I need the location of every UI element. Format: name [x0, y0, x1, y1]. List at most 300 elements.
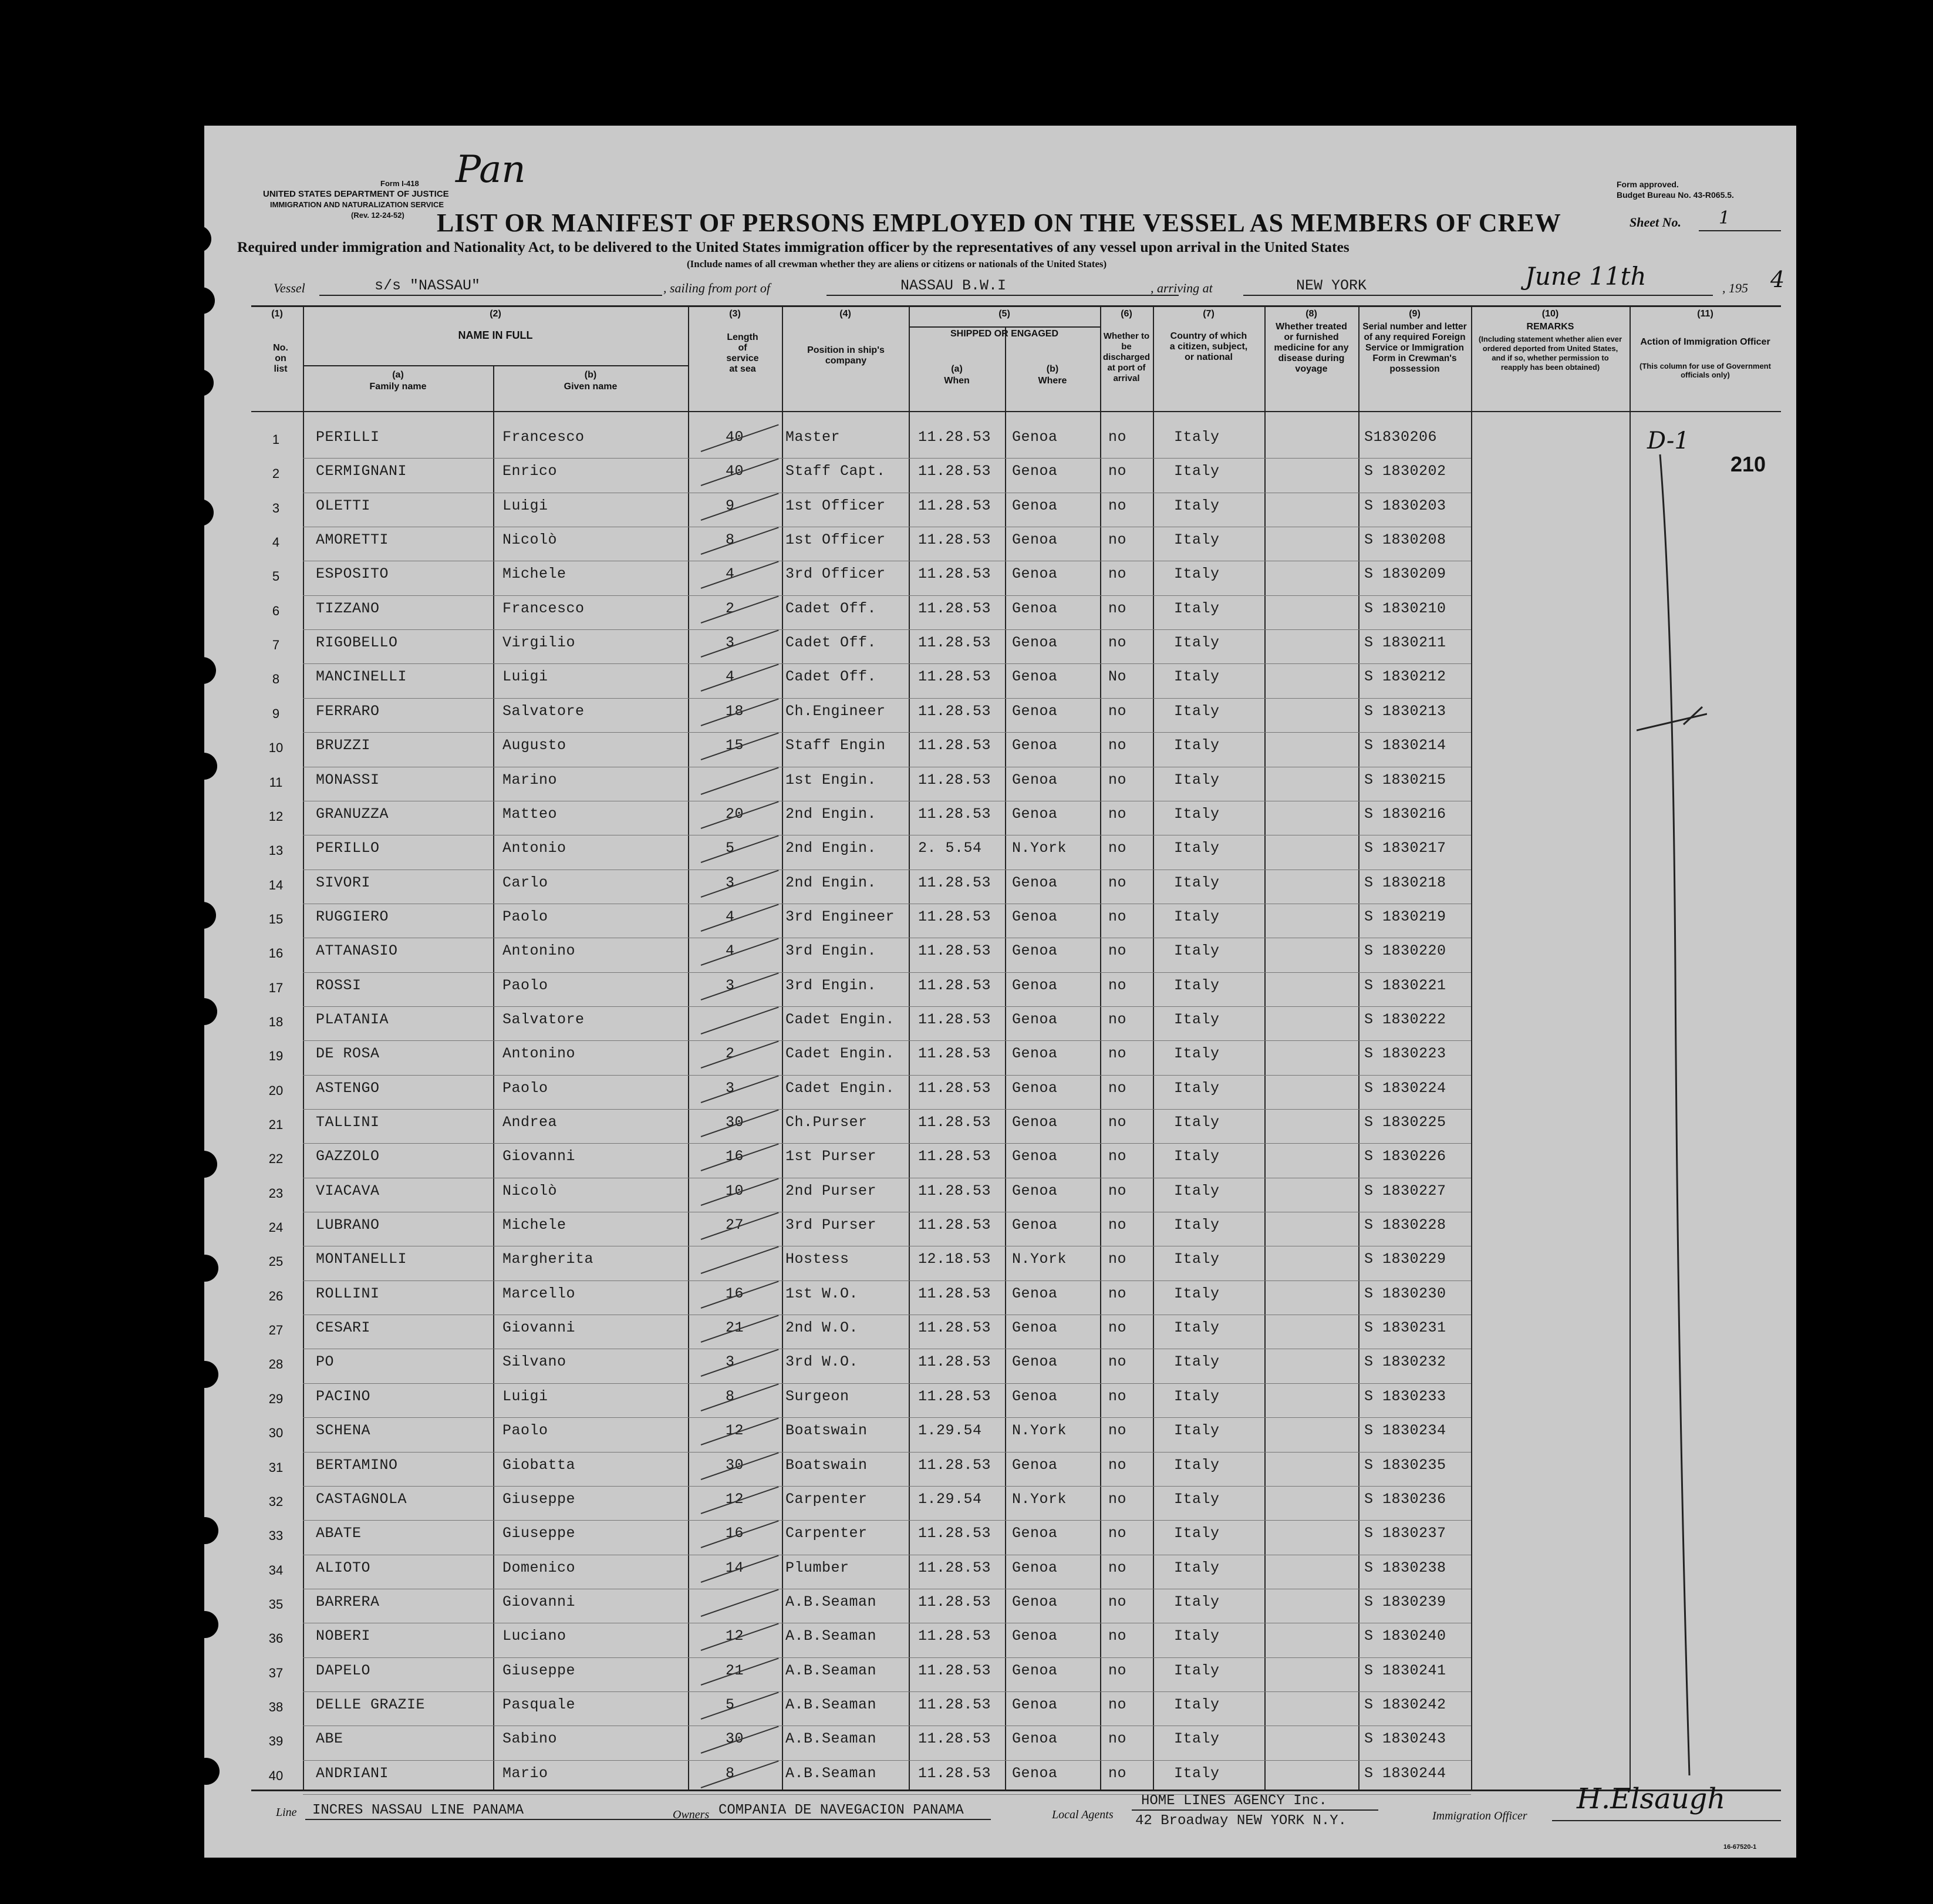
serial-number: S 1830241	[1364, 1662, 1446, 1679]
given-name: Enrico	[502, 463, 558, 480]
engaged-when: 11.28.53	[918, 1045, 991, 1063]
engaged-when: 11.28.53	[918, 1456, 991, 1474]
position: 2nd Engin.	[785, 840, 877, 857]
country: Italy	[1174, 1627, 1220, 1645]
engaged-where: Genoa	[1012, 1045, 1058, 1063]
serial-number: S 1830234	[1364, 1422, 1446, 1440]
officer-label: Immigration Officer	[1432, 1809, 1527, 1822]
engaged-where: Genoa	[1012, 1525, 1058, 1542]
position: 2nd Engin.	[785, 805, 877, 823]
agents-value-1: HOME LINES AGENCY Inc.	[1141, 1793, 1327, 1809]
col3-label: Length of service at sea	[726, 332, 759, 374]
family-name: PERILLI	[316, 429, 380, 446]
service-length: 21	[726, 1319, 744, 1337]
engaged-when: 11.28.53	[918, 531, 991, 549]
punch-hole	[193, 1758, 220, 1785]
punch-hole	[188, 287, 215, 314]
service-length: 40	[726, 429, 744, 446]
row-number: 29	[268, 1391, 284, 1406]
serial-number: S 1830232	[1364, 1353, 1446, 1371]
country: Italy	[1174, 1730, 1220, 1748]
row-number: 30	[268, 1426, 284, 1441]
service-length: 10	[726, 1182, 744, 1199]
row-number: 31	[268, 1460, 284, 1475]
engaged-where: Genoa	[1012, 599, 1058, 617]
row-number: 16	[268, 946, 284, 961]
action-bracket-line	[1637, 443, 1707, 1793]
check-mark	[701, 493, 779, 520]
given-name: Giuseppe	[502, 1525, 576, 1542]
country: Italy	[1174, 463, 1220, 480]
position: 3rd Engin.	[785, 942, 877, 960]
serial-number: S 1830218	[1364, 874, 1446, 891]
family-name: ABATE	[316, 1525, 362, 1542]
discharged: no	[1108, 737, 1127, 754]
given-name: Marcello	[502, 1285, 576, 1302]
col5a-letter: (a)	[951, 364, 963, 374]
engaged-when: 11.28.53	[918, 874, 991, 891]
page-title: LIST OR MANIFEST OF PERSONS EMPLOYED ON THE VESSEL AS MEMBERS OF CREW	[437, 208, 1561, 237]
family-name: ALIOTO	[316, 1559, 371, 1576]
given-name: Michele	[502, 565, 566, 583]
discharged: no	[1108, 1148, 1127, 1165]
row-number: 21	[268, 1117, 284, 1132]
line-value: INCRES NASSAU LINE PANAMA	[312, 1802, 524, 1818]
position: Master	[785, 429, 841, 446]
service-length: 8	[726, 1764, 735, 1782]
given-name: Francesco	[502, 429, 585, 446]
family-name: BERTAMINO	[316, 1456, 398, 1474]
position: Cadet Off.	[785, 668, 877, 686]
punch-hole	[187, 499, 214, 526]
serial-number: S 1830212	[1364, 668, 1446, 686]
row-number: 11	[269, 774, 283, 790]
discharged: no	[1108, 1010, 1127, 1028]
col2-num: (2)	[490, 309, 501, 319]
given-name: Sabino	[502, 1730, 558, 1748]
position: 3rd Officer	[785, 565, 886, 583]
position: Surgeon	[785, 1387, 849, 1405]
serial-number: S 1830221	[1364, 976, 1446, 994]
punch-hole	[191, 1517, 218, 1544]
row-number: 2	[272, 466, 280, 481]
given-name: Margherita	[502, 1251, 594, 1268]
given-name: Giovanni	[502, 1319, 576, 1337]
engaged-where: Genoa	[1012, 1353, 1058, 1371]
owners-value: COMPANIA DE NAVEGACION PANAMA	[718, 1802, 964, 1818]
sheet-number: 1	[1719, 208, 1730, 228]
family-name: CERMIGNANI	[316, 463, 407, 480]
given-name: Giuseppe	[502, 1490, 576, 1508]
family-name: ANDRIANI	[316, 1764, 389, 1782]
col10-note: (Including statement whether alien ever ordered deported from United States, and if so, whether permission to reapply has been obtained)	[1478, 335, 1622, 372]
given-name: Antonio	[502, 840, 566, 857]
officer-signature: H.Elsaugh	[1577, 1782, 1726, 1815]
service-length: 12	[726, 1627, 744, 1645]
position: Boatswain	[785, 1456, 868, 1474]
check-mark	[701, 1349, 779, 1377]
serial-number: S 1830210	[1364, 599, 1446, 617]
discharged: no	[1108, 1114, 1127, 1131]
position: Ch.Engineer	[785, 702, 886, 720]
check-mark	[701, 904, 779, 931]
given-name: Mario	[502, 1764, 548, 1782]
engaged-when: 11.28.53	[918, 1662, 991, 1679]
col3-num: (3)	[729, 309, 741, 319]
discharged: no	[1108, 1079, 1127, 1097]
family-name: RIGOBELLO	[316, 634, 398, 652]
engaged-when: 11.28.53	[918, 1559, 991, 1576]
row-number: 37	[268, 1665, 284, 1680]
check-mark	[701, 938, 779, 966]
country: Italy	[1174, 1079, 1220, 1097]
country: Italy	[1174, 840, 1220, 857]
service-length: 16	[726, 1148, 744, 1165]
col5a-label: When	[944, 376, 970, 386]
row-number: 15	[268, 911, 284, 926]
service-length: 30	[726, 1730, 744, 1748]
position: A.B.Seaman	[785, 1662, 877, 1679]
given-name: Andrea	[502, 1114, 558, 1131]
engaged-when: 11.28.53	[918, 1764, 991, 1782]
discharged: no	[1108, 805, 1127, 823]
service-length: 20	[726, 805, 744, 823]
discharged: no	[1108, 531, 1127, 549]
discharged: no	[1108, 463, 1127, 480]
col2b-letter: (b)	[584, 370, 597, 380]
row-number: 6	[272, 603, 280, 618]
serial-number: S 1830237	[1364, 1525, 1446, 1542]
country: Italy	[1174, 771, 1220, 788]
family-name: AMORETTI	[316, 531, 389, 549]
given-name: Salvatore	[502, 1010, 585, 1028]
engaged-where: Genoa	[1012, 702, 1058, 720]
country: Italy	[1174, 531, 1220, 549]
engaged-when: 11.28.53	[918, 1525, 991, 1542]
budget-bureau: Budget Bureau No. 43-R065.5.	[1617, 190, 1734, 200]
position: 1st Purser	[785, 1148, 877, 1165]
family-name: PO	[316, 1353, 335, 1371]
service-length: 3	[726, 634, 735, 652]
row-number: 25	[268, 1254, 284, 1269]
engaged-when: 11.28.53	[918, 805, 991, 823]
position: A.B.Seaman	[785, 1764, 877, 1782]
family-name: BRUZZI	[316, 737, 371, 754]
country: Italy	[1174, 737, 1220, 754]
engaged-when: 11.28.53	[918, 634, 991, 652]
discharged: no	[1108, 840, 1127, 857]
check-mark	[701, 630, 779, 658]
country: Italy	[1174, 1010, 1220, 1028]
engaged-where: Genoa	[1012, 908, 1058, 925]
serial-number: S 1830238	[1364, 1559, 1446, 1576]
col11-num: (11)	[1697, 309, 1713, 319]
given-name: Antonino	[502, 1045, 576, 1063]
position: Cadet Off.	[785, 634, 877, 652]
discharged: no	[1108, 702, 1127, 720]
serial-number: S 1830228	[1364, 1216, 1446, 1234]
arriving-port: NEW YORK	[1296, 277, 1367, 294]
service-length: 9	[726, 497, 735, 514]
given-name: Pasquale	[502, 1696, 576, 1713]
service-length: 5	[726, 840, 735, 857]
engaged-where: Genoa	[1012, 1319, 1058, 1337]
line-label: Line	[276, 1806, 297, 1819]
discharged: No	[1108, 668, 1127, 686]
serial-number: S 1830208	[1364, 531, 1446, 549]
row-number: 10	[268, 740, 284, 756]
given-name: Giovanni	[502, 1593, 576, 1610]
serial-number: S 1830225	[1364, 1114, 1446, 1131]
country: Italy	[1174, 1319, 1220, 1337]
serial-number: S 1830217	[1364, 840, 1446, 857]
check-mark	[701, 1006, 779, 1034]
position: Plumber	[785, 1559, 849, 1576]
family-name: DELLE GRAZIE	[316, 1696, 426, 1713]
check-mark	[701, 767, 779, 794]
engaged-where: Genoa	[1012, 1079, 1058, 1097]
service-length: 2	[726, 1045, 735, 1063]
row-number: 4	[272, 535, 280, 550]
row-number: 1	[272, 432, 280, 447]
check-mark	[701, 1691, 779, 1719]
col10-num: (10)	[1541, 309, 1559, 319]
family-name: MONASSI	[316, 771, 380, 788]
position: Ch.Purser	[785, 1114, 868, 1131]
engaged-where: Genoa	[1012, 668, 1058, 686]
discharged: no	[1108, 599, 1127, 617]
given-name: Carlo	[502, 874, 548, 891]
engaged-when: 12.18.53	[918, 1251, 991, 1268]
col8-num: (8)	[1305, 309, 1317, 319]
discharged: no	[1108, 634, 1127, 652]
country: Italy	[1174, 1490, 1220, 1508]
serial-number: S 1830236	[1364, 1490, 1446, 1508]
position: Cadet Off.	[785, 599, 877, 617]
given-name: Giovanni	[502, 1148, 576, 1165]
position: 1st Officer	[785, 531, 886, 549]
engaged-when: 11.28.53	[918, 908, 991, 925]
check-mark	[701, 561, 779, 589]
family-name: LUBRANO	[316, 1216, 380, 1234]
engaged-when: 11.28.53	[918, 429, 991, 446]
position: Boatswain	[785, 1422, 868, 1440]
row-number: 24	[268, 1220, 284, 1235]
engaged-where: Genoa	[1012, 737, 1058, 754]
position: 2nd Purser	[785, 1182, 877, 1199]
year-digit: 4	[1770, 267, 1785, 292]
row-number: 13	[268, 843, 284, 858]
engaged-where: Genoa	[1012, 1216, 1058, 1234]
family-name: SCHENA	[316, 1422, 371, 1440]
given-name: Giobatta	[502, 1456, 576, 1474]
discharged: no	[1108, 1251, 1127, 1268]
serial-number: S 1830229	[1364, 1251, 1446, 1268]
row-number: 14	[268, 877, 284, 892]
given-name: Nicolò	[502, 531, 558, 549]
given-name: Francesco	[502, 599, 585, 617]
row-number: 40	[268, 1768, 284, 1783]
position: Hostess	[785, 1251, 849, 1268]
family-name: BARRERA	[316, 1593, 380, 1610]
discharged: no	[1108, 1696, 1127, 1713]
service-length: 2	[726, 599, 735, 617]
check-mark	[701, 1041, 779, 1069]
engaged-where: Genoa	[1012, 1285, 1058, 1302]
engaged-where: Genoa	[1012, 531, 1058, 549]
serial-number: S 1830231	[1364, 1319, 1446, 1337]
family-name: PACINO	[316, 1387, 371, 1405]
discharged: no	[1108, 565, 1127, 583]
serial-number: S 1830240	[1364, 1627, 1446, 1645]
service-name: IMMIGRATION AND NATURALIZATION SERVICE	[270, 200, 444, 209]
country: Italy	[1174, 1696, 1220, 1713]
engaged-where: N.York	[1012, 1490, 1067, 1508]
punch-hole	[191, 1361, 218, 1388]
discharged: no	[1108, 1662, 1127, 1679]
given-name: Michele	[502, 1216, 566, 1234]
discharged: no	[1108, 1285, 1127, 1302]
discharged: no	[1108, 1045, 1127, 1063]
row-number: 39	[268, 1734, 284, 1749]
family-name: PLATANIA	[316, 1010, 389, 1028]
discharged: no	[1108, 1216, 1127, 1234]
position: A.B.Seaman	[785, 1696, 877, 1713]
engaged-when: 11.28.53	[918, 702, 991, 720]
action-code: D-1	[1647, 427, 1689, 454]
discharged: no	[1108, 1353, 1127, 1371]
engaged-when: 11.28.53	[918, 1730, 991, 1748]
family-name: ROLLINI	[316, 1285, 380, 1302]
service-length: 30	[726, 1456, 744, 1474]
given-name: Giuseppe	[502, 1662, 576, 1679]
col7-label: Country of which a citizen, subject, or national	[1169, 331, 1248, 362]
country: Italy	[1174, 1387, 1220, 1405]
position: 3rd Engin.	[785, 976, 877, 994]
engaged-where: Genoa	[1012, 463, 1058, 480]
row-number: 17	[268, 980, 284, 995]
print-code: 16-67520-1	[1723, 1844, 1757, 1851]
given-name: Nicolò	[502, 1182, 558, 1199]
serial-number: S 1830213	[1364, 702, 1446, 720]
position: 1st Officer	[785, 497, 886, 514]
engaged-where: Genoa	[1012, 1456, 1058, 1474]
punch-hole	[190, 998, 217, 1025]
row-number: 36	[268, 1631, 284, 1646]
punch-hole	[190, 753, 217, 780]
engaged-where: Genoa	[1012, 976, 1058, 994]
service-length: 4	[726, 565, 735, 583]
country: Italy	[1174, 1593, 1220, 1610]
col2a-letter: (a)	[392, 370, 404, 380]
discharged: no	[1108, 1490, 1127, 1508]
engaged-where: Genoa	[1012, 1730, 1058, 1748]
given-name: Luciano	[502, 1627, 566, 1645]
engaged-where: Genoa	[1012, 1387, 1058, 1405]
row-number: 18	[268, 1014, 284, 1029]
row-number: 3	[272, 500, 280, 515]
discharged: no	[1108, 497, 1127, 514]
discharged: no	[1108, 1627, 1127, 1645]
country: Italy	[1174, 1182, 1220, 1199]
punch-hole	[190, 1151, 217, 1178]
col11-note: (This column for use of Government officials only)	[1639, 362, 1771, 379]
family-name: ROSSI	[316, 976, 362, 994]
serial-number: S 1830211	[1364, 634, 1446, 652]
col9-num: (9)	[1409, 309, 1421, 319]
check-mark	[701, 1246, 779, 1274]
check-mark	[701, 972, 779, 1000]
engaged-when: 11.28.53	[918, 463, 991, 480]
country: Italy	[1174, 599, 1220, 617]
check-mark	[701, 1383, 779, 1411]
engaged-where: Genoa	[1012, 1148, 1058, 1165]
check-mark	[701, 1589, 779, 1616]
engaged-where: Genoa	[1012, 429, 1058, 446]
country: Italy	[1174, 1559, 1220, 1576]
owners-label: Owners	[673, 1808, 710, 1821]
row-number: 38	[268, 1699, 284, 1714]
service-length: 3	[726, 1079, 735, 1097]
country: Italy	[1174, 805, 1220, 823]
country: Italy	[1174, 1285, 1220, 1302]
country: Italy	[1174, 1456, 1220, 1474]
handwritten-note: Pan	[456, 148, 526, 191]
position: A.B.Seaman	[785, 1627, 877, 1645]
discharged: no	[1108, 1319, 1127, 1337]
country: Italy	[1174, 942, 1220, 960]
serial-number: S1830206	[1364, 429, 1438, 446]
row-number: 26	[268, 1288, 284, 1303]
engaged-when: 11.28.53	[918, 942, 991, 960]
year-label: , 195	[1722, 281, 1748, 295]
position: 3rd W.O.	[785, 1353, 859, 1371]
country: Italy	[1174, 429, 1220, 446]
family-name: MANCINELLI	[316, 668, 407, 686]
row-number: 8	[272, 672, 280, 687]
col5b-letter: (b)	[1046, 364, 1059, 374]
service-length: 14	[726, 1559, 744, 1576]
serial-number: S 1830223	[1364, 1045, 1446, 1063]
given-name: Paolo	[502, 976, 548, 994]
family-name: RUGGIERO	[316, 908, 389, 925]
agents-label: Local Agents	[1052, 1808, 1114, 1821]
engaged-when: 11.28.53	[918, 737, 991, 754]
punch-hole	[189, 902, 216, 929]
sheet-label: Sheet No.	[1630, 215, 1681, 230]
family-name: ABE	[316, 1730, 343, 1748]
given-name: Domenico	[502, 1559, 576, 1576]
col5b-label: Where	[1038, 376, 1067, 386]
engaged-where: Genoa	[1012, 565, 1058, 583]
engaged-when: 11.28.53	[918, 1353, 991, 1371]
given-name: Luigi	[502, 668, 548, 686]
col10-label: REMARKS	[1526, 322, 1574, 332]
country: Italy	[1174, 565, 1220, 583]
position: 2nd W.O.	[785, 1319, 859, 1337]
service-length: 3	[726, 874, 735, 891]
col2-label: NAME IN FULL	[458, 329, 533, 341]
service-length: 18	[726, 702, 744, 720]
family-name: CESARI	[316, 1319, 371, 1337]
col2a-label: Family name	[369, 382, 427, 392]
check-mark	[701, 595, 779, 623]
punch-hole	[191, 1611, 218, 1638]
serial-number: S 1830227	[1364, 1182, 1446, 1199]
service-length: 40	[726, 463, 744, 480]
row-number: 33	[268, 1528, 284, 1544]
col11-label: Action of Immigration Officer	[1640, 337, 1770, 347]
